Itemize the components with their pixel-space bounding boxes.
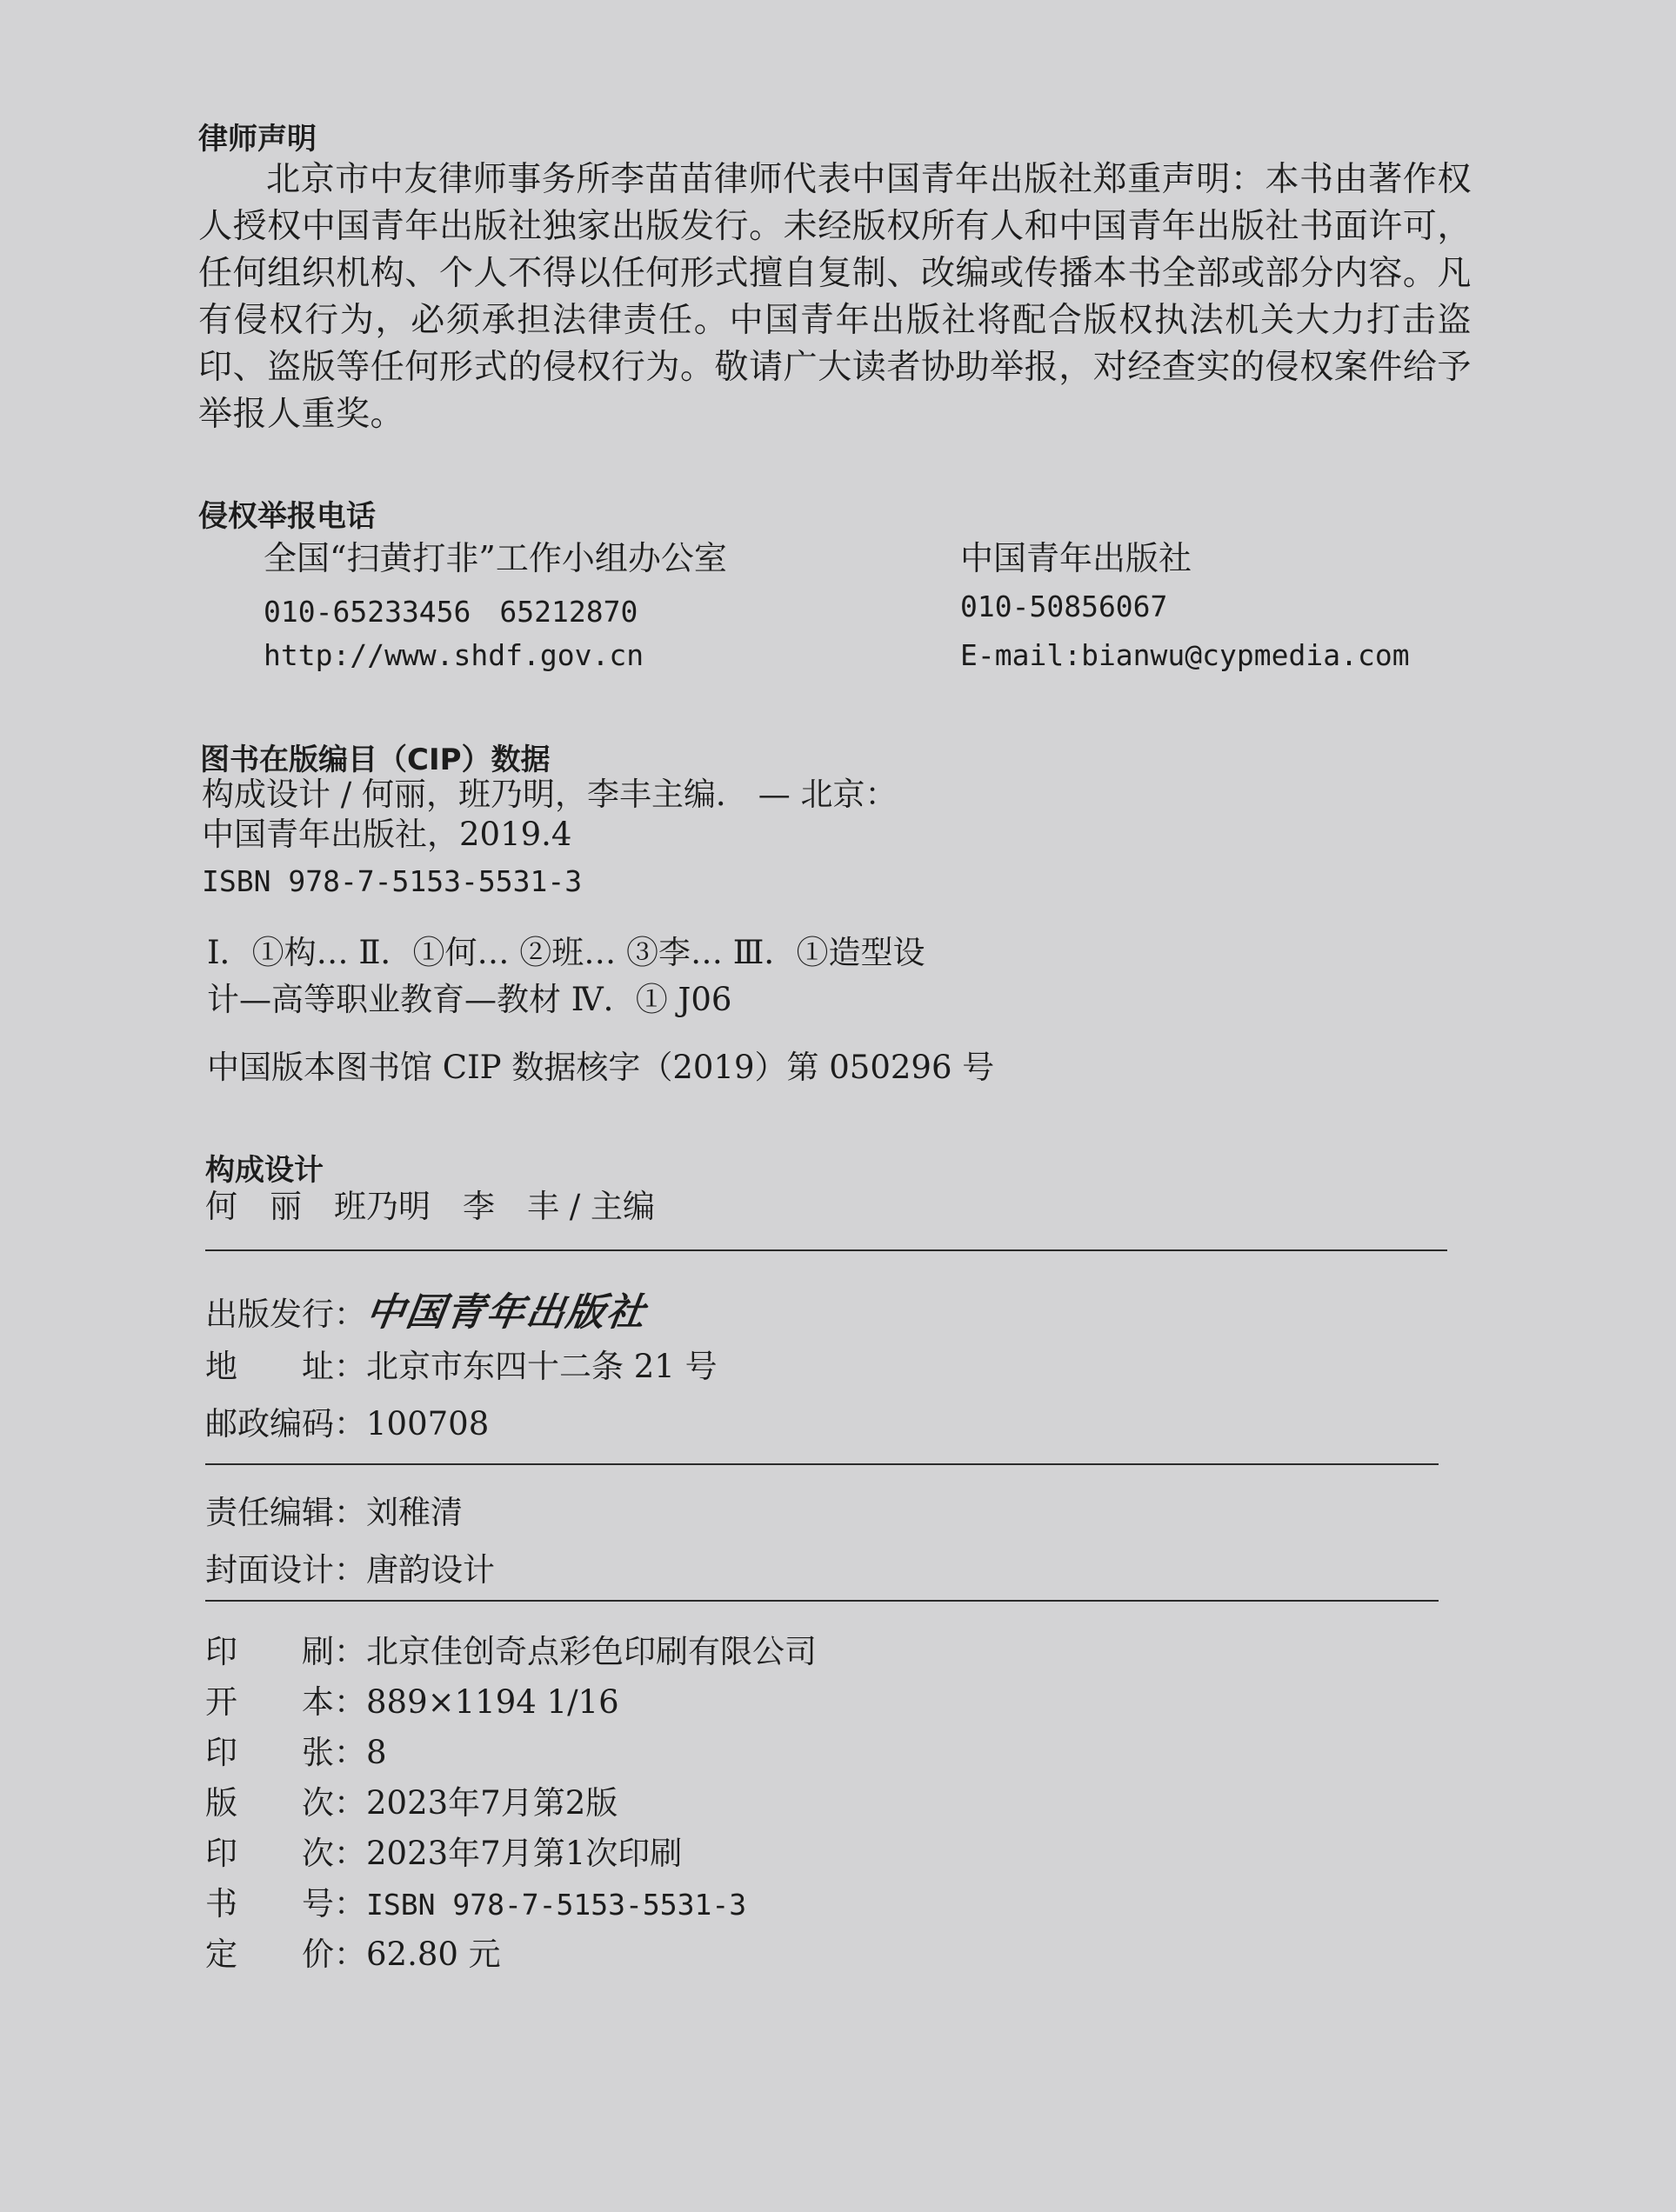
- book-title: 构成设计: [205, 1153, 324, 1188]
- spec-price-label: 定 价：: [205, 1936, 366, 1973]
- cip-line-2: 中国青年出版社，2019.4: [202, 816, 572, 853]
- hotline-left-web[interactable]: http://www.shdf.gov.cn: [264, 638, 644, 672]
- cover-design-label: 封面设计：: [205, 1551, 366, 1589]
- spec-printing-label: 印 次：: [205, 1835, 366, 1872]
- cover-design-value: 唐韵设计: [366, 1551, 495, 1589]
- spec-isbn-row: [205, 1885, 746, 1923]
- publisher-row: [205, 1290, 650, 1336]
- divider-2: [205, 1463, 1439, 1465]
- postcode-label: 邮政编码：: [205, 1405, 366, 1442]
- divider-1: [205, 1249, 1447, 1251]
- address-row: [205, 1348, 718, 1386]
- hotline-right-email[interactable]: E-mail:bianwu@cypmedia.com: [960, 638, 1410, 672]
- spec-printing-value: 2023年7月第1次印刷: [366, 1835, 683, 1872]
- address-value: 北京市东四十二条 21 号: [366, 1348, 718, 1385]
- cip-classification-2: 计—高等职业教育—教材 Ⅳ．① J06: [207, 981, 732, 1018]
- cip-isbn: ISBN 978-7-5153-5531-3: [202, 864, 583, 898]
- publisher-label: 出版发行：: [205, 1296, 366, 1333]
- spec-price-row: [205, 1936, 501, 1974]
- book-editors: 何 丽 班乃明 李 丰 / 主编: [205, 1188, 655, 1225]
- spec-isbn-value: ISBN 978-7-5153-5531-3: [366, 1888, 747, 1922]
- spec-edition-value: 2023年7月第2版: [366, 1784, 618, 1822]
- editor-row: [205, 1494, 463, 1532]
- postcode-value: 100708: [366, 1405, 490, 1442]
- spec-sheets-label: 印 张：: [205, 1734, 366, 1771]
- editor-label: 责任编辑：: [205, 1494, 366, 1531]
- lawyer-statement-text: 北京市中友律师事务所李苗苗律师代表中国青年出版社郑重声明：本书由著作权人授权中国青年出版社独家出版发行。未经版权所有人和中国青年出版社书面许可，任何组织机构、个人不得以任何形式擅自复制、改编或传播本书全部或部分内容。凡有侵权行为，必须承担法律责任。中国青年出版社将配合版权执法机关大力打击盗印、盗版等任何形式的侵权行为。敬请广大读者协助举报，对经查实的侵权案件给予举报人重奖。: [198, 160, 1472, 434]
- publisher-logo: 中国青年出版社: [363, 1290, 650, 1335]
- hotline-left-phone: 010-65233456 65212870: [264, 595, 638, 629]
- cip-classification-1: Ⅰ．①构… Ⅱ．①何… ②班… ③李… Ⅲ．①造型设: [207, 934, 925, 971]
- spec-edition-row: [205, 1784, 618, 1822]
- address-label: 地 址：: [205, 1348, 366, 1385]
- spec-format-label: 开 本：: [205, 1683, 366, 1721]
- spec-printer-value: 北京佳创奇点彩色印刷有限公司: [366, 1633, 817, 1670]
- cip-heading: 图书在版编目（CIP）数据: [200, 743, 551, 777]
- postcode-row: [205, 1405, 489, 1443]
- lawyer-statement-heading: 律师声明: [198, 122, 317, 157]
- spec-printer-row: [205, 1633, 817, 1671]
- spec-price-value: 62.80 元: [366, 1936, 501, 1973]
- spec-sheets-row: [205, 1734, 387, 1772]
- spec-format-value: 889×1194 1/16: [366, 1683, 619, 1721]
- hotline-heading: 侵权举报电话: [198, 499, 376, 534]
- cover-design-row: [205, 1551, 495, 1589]
- editor-value: 刘稚清: [366, 1494, 463, 1531]
- hotline-left-org: 全国“扫黄打非”工作小组办公室: [264, 539, 727, 577]
- spec-edition-label: 版 次：: [205, 1784, 366, 1822]
- spec-printing-row: [205, 1835, 682, 1873]
- cip-record-number: 中国版本图书馆 CIP 数据核字（2019）第 050296 号: [207, 1049, 995, 1086]
- hotline-right-org: 中国青年出版社: [960, 539, 1192, 577]
- spec-format-row: [205, 1683, 619, 1722]
- divider-3: [205, 1600, 1439, 1602]
- cip-line-1: 构成设计 / 何丽，班乃明，李丰主编． — 北京：: [202, 776, 898, 813]
- spec-sheets-value: 8: [366, 1734, 387, 1771]
- hotline-right-phone: 010-50856067: [960, 590, 1168, 623]
- spec-isbn-label: 书 号：: [205, 1885, 366, 1922]
- spec-printer-label: 印 刷：: [205, 1633, 366, 1670]
